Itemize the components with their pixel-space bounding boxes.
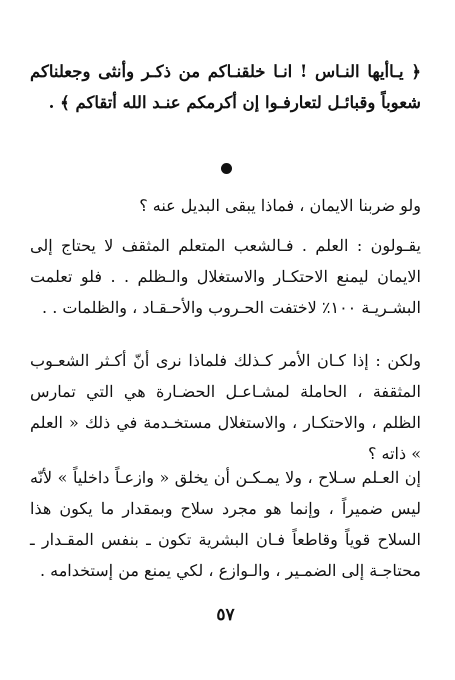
paragraph-conclusion: إن العـلم سـلاح ، ولا يمـكـن أن يخلق « وازعـاً داخلياً » لأنّه ليس ضميراً ، وإنما هو مجرد سلاح وبمقدار ما يكون هذا السلاح قوياً وقاطعاً فـان البشرية تكون ـ بنفس المقـدار ـ محتاجـة إلى الضمـير ، والـوازع ، لكي يمنع من إستخدامه . [30,468,421,580]
quran-verse: ﴿ يـاأيها النـاس ! انـا خلقنـاكم من ذكـر وأنثى وجعلناكم شعوباً وقبائـل لتعارفـوا إن أكرمكم عنـد الله أتقاكم ﴾ . [30,62,421,112]
paragraph-rebuttal: ولكن : إذا كـان الأمر كـذلك فلماذا نرى أنّ أكـثر الشعـوب المثقفة ، الحاملة لمشـاعـل الحضـارة هي التي تمارس الظلم ، والاحتكـار ، والاستغلال مستخـدمة في ذلك « العلم » ذاته ؟ [30,351,422,463]
section-divider-dot [221,163,232,174]
page-number: ٥٧ [216,605,235,625]
paragraph-question: ولو ضربنا الايمان ، فماذا يبقى البديل عنه ؟ [139,196,421,215]
paragraph-science-claim: يقـولون : العلم . فـالشعب المتعلم المثقف لا يحتاج إلى الايمان ليمنع الاحتكـار والاستغلال والـظلم . . فلو تعلمت البشـريـة ١٠٠٪ لاختفت الحـروب والأحـقـاد ، والظلمات . . [30,236,421,317]
book-page [30,0,421,680]
